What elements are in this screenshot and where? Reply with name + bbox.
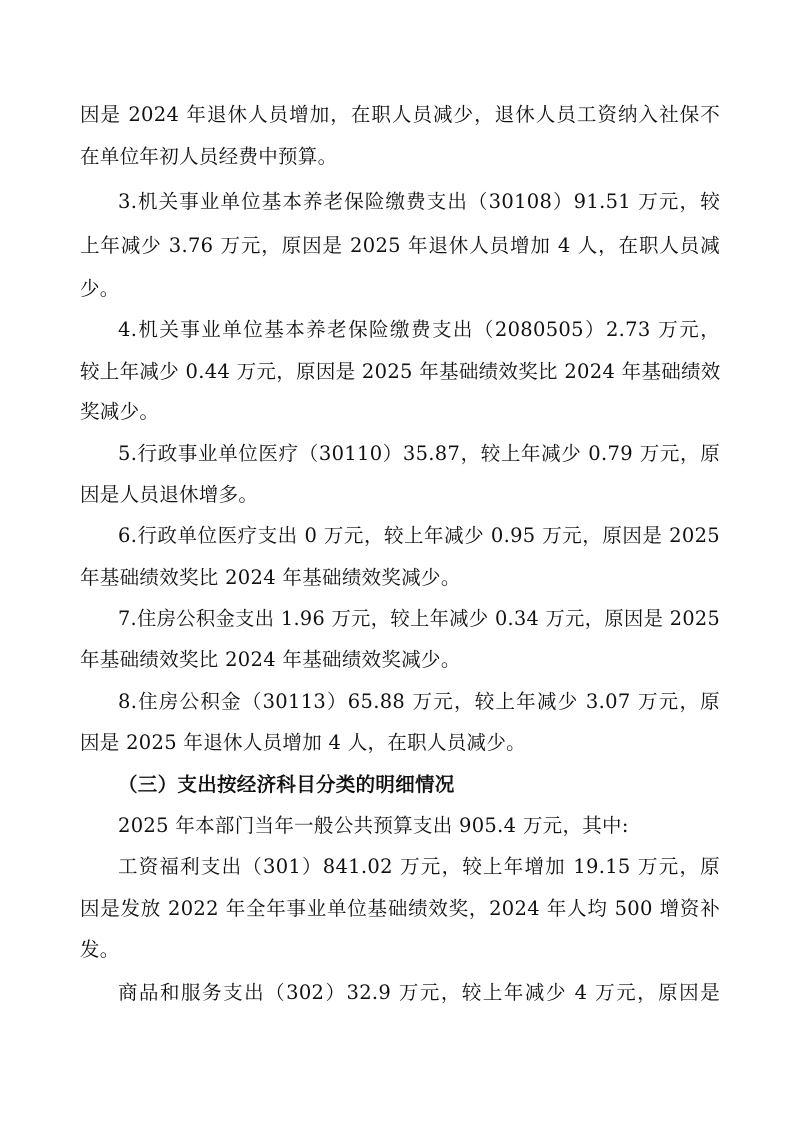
paragraph-line: 工资福利支出（301）841.02 万元，较上年增加 19.15 万元，原 xyxy=(118,855,720,878)
paragraph-line: 7.住房公积金支出 1.96 万元，较上年减少 0.34 万元，原因是 2025 xyxy=(118,607,720,630)
paragraph-line: 发。 xyxy=(80,938,120,961)
paragraph-line: 4.机关事业单位基本养老保险缴费支出（2080505）2.73 万元， xyxy=(118,318,720,341)
paragraph-line: 因是人员退休增多。 xyxy=(80,483,259,506)
paragraph-line: 商品和服务支出（302）32.9 万元，较上年减少 4 万元，原因是 xyxy=(118,981,720,1004)
paragraph-line: 上年减少 3.76 万元，原因是 2025 年退休人员增加 4 人，在职人员减 xyxy=(80,234,720,257)
paragraph-line: 2025 年本部门当年一般公共预算支出 905.4 万元，其中: xyxy=(118,814,629,837)
paragraph-line: 奖减少。 xyxy=(80,400,160,423)
paragraph-line: 6.行政单位医疗支出 0 万元，较上年减少 0.95 万元，原因是 2025 xyxy=(118,524,720,547)
section-heading: （三）支出按经济科目分类的明细情况 xyxy=(118,773,455,796)
paragraph-line: 因是 2024 年退休人员增加，在职人员减少，退休人员工资纳入社保不 xyxy=(80,103,720,126)
paragraph-line: 5.行政事业单位医疗（30110）35.87，较上年减少 0.79 万元，原 xyxy=(118,442,720,465)
paragraph-line: 因是发放 2022 年全年事业单位基础绩效奖，2024 年人均 500 增资补 xyxy=(80,897,720,920)
paragraph-line: 8.住房公积金（30113）65.88 万元，较上年减少 3.07 万元，原 xyxy=(118,690,720,713)
paragraph-line: 3.机关事业单位基本养老保险缴费支出（30108）91.51 万元，较 xyxy=(118,190,720,213)
paragraph-line: 较上年减少 0.44 万元，原因是 2025 年基础绩效奖比 2024 年基础绩效 xyxy=(80,360,721,383)
paragraph-line: 因是 2025 年退休人员增加 4 人，在职人员减少。 xyxy=(80,731,526,754)
paragraph-line: 年基础绩效奖比 2024 年基础绩效奖减少。 xyxy=(80,566,461,589)
paragraph-line: 年基础绩效奖比 2024 年基础绩效奖减少。 xyxy=(80,648,461,671)
paragraph-line: 少。 xyxy=(80,277,120,300)
paragraph-line: 在单位年初人员经费中预算。 xyxy=(80,145,338,168)
